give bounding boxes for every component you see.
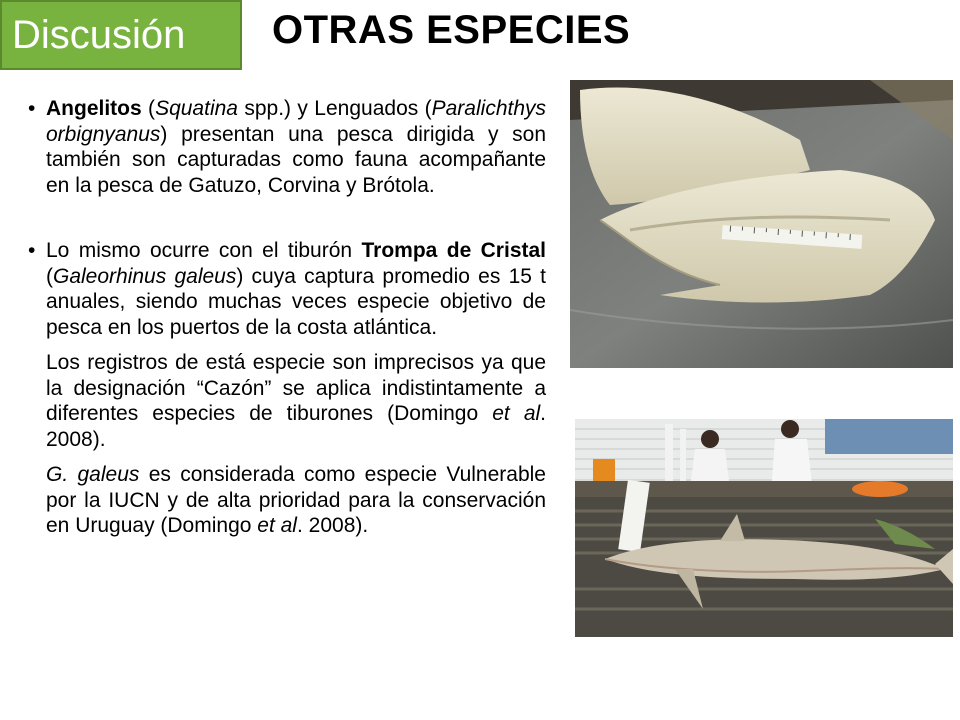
- photo-shark-sampling: [575, 419, 953, 637]
- body-text: . 2008).: [296, 514, 369, 537]
- italic-text: et al: [492, 402, 541, 425]
- bold-text: Trompa de Cristal: [361, 239, 546, 262]
- shark-illustration: [575, 419, 953, 637]
- slide-title: OTRAS ESPECIES: [272, 8, 631, 52]
- italic-text: Galeorhinus galeus: [53, 264, 237, 288]
- body-text: Lo mismo ocurre con el tiburón: [46, 239, 362, 262]
- photo-fillets-on-tray: [570, 80, 953, 368]
- paragraph-cazon: [22, 350, 546, 452]
- body-text: spp.) y Lenguados (: [237, 97, 432, 120]
- body-text: Los registros de está especie son imprecisos ya que la designación “Cazón” se aplica indistintamente a diferentes especies de tiburones (Domingo: [46, 351, 546, 425]
- body-text: (: [46, 264, 53, 288]
- body-text: (: [141, 97, 156, 120]
- body-text: . 2008).: [46, 402, 547, 451]
- italic-text: et al: [257, 514, 297, 537]
- text-body: [22, 96, 546, 539]
- body-text: ) presentan una pesca dirigida y son también son capturadas como fauna acompañante en la pesca de Gatuzo, Corvina y Brótola.: [46, 122, 546, 197]
- bold-text: Angelitos: [46, 97, 142, 120]
- italic-text: Squatina: [155, 97, 238, 120]
- section-label: Discusión: [12, 12, 186, 57]
- section-tab: [0, 0, 242, 70]
- bullet-dot: •: [28, 97, 36, 120]
- bullet-angelitos: [22, 96, 546, 198]
- bullet-trompa-de-cristal: [22, 238, 546, 340]
- fillets-illustration: [570, 80, 953, 368]
- italic-text: Paralichthys orbignyanus: [46, 97, 547, 146]
- paragraph-iucn: [22, 462, 546, 539]
- bullet-dot: •: [28, 239, 36, 262]
- body-text: ) cuya captura promedio es 15 t anuales, siendo muchas veces especie objetivo de pesca en los puertos de la costa atlántica.: [46, 264, 546, 339]
- italic-text: G. galeus: [46, 463, 140, 486]
- body-text: es considerada como especie Vulnerable por la IUCN y de alta prioridad para la conservación en Uruguay (Domingo: [46, 463, 546, 537]
